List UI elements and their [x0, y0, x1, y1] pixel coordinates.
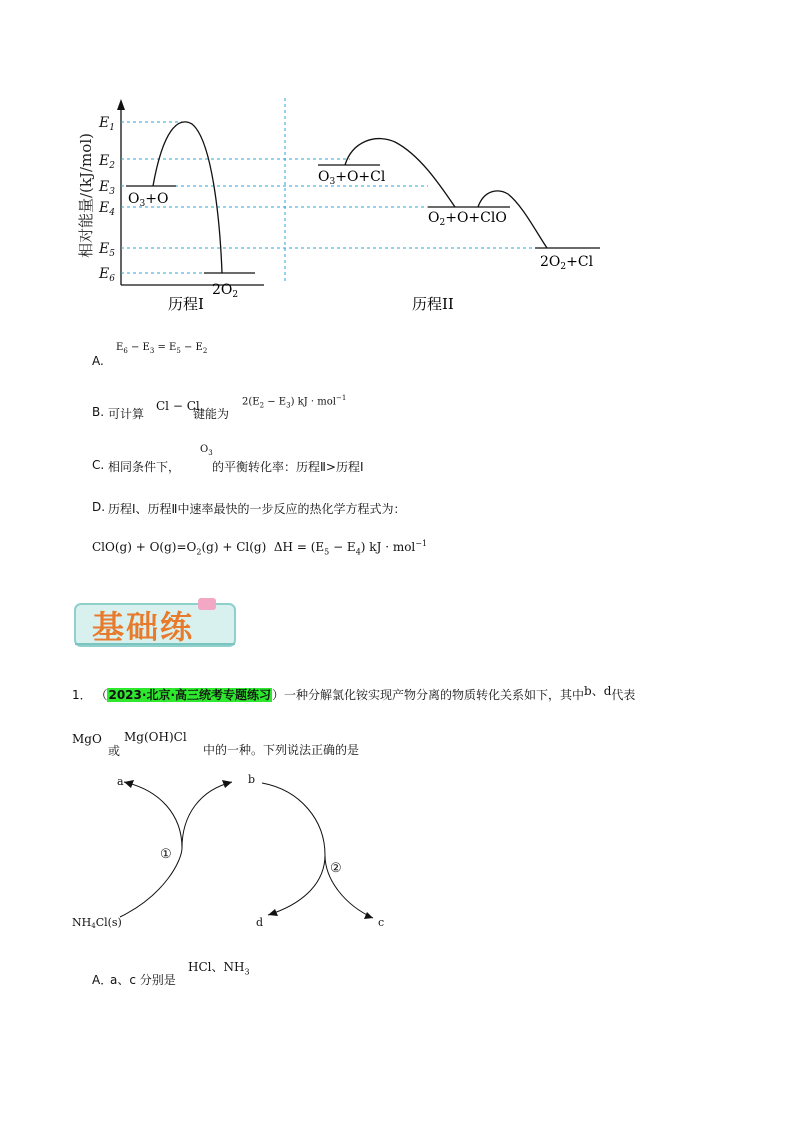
tape-decoration: [198, 598, 216, 610]
arrow-to-a: [120, 782, 182, 917]
cycle-step1: ①: [160, 847, 172, 862]
option-c-letter: C.: [92, 458, 105, 472]
species-o3-o-cl: $O_3+O+Cl$: [318, 169, 386, 187]
cycle-start: NH4Cl(s): [72, 916, 122, 930]
process1-label: 历程I: [168, 295, 204, 313]
cycle-label-b: b: [248, 773, 256, 786]
question1-text1: ）一种分解氯化铵实现产物分离的物质转化关系如下，其中: [272, 688, 585, 702]
question1-text3: 中的一种。下列说法正确的是: [203, 743, 360, 757]
arrowhead-a: [124, 780, 134, 788]
question1-number: 1．: [72, 688, 92, 702]
cycle-diagram: [60, 768, 400, 940]
arrowhead-c: [364, 912, 373, 919]
option-b-bond: Cl − Cl: [156, 399, 200, 413]
process2-label: 历程II: [412, 295, 454, 313]
cycle-label-c: c: [378, 916, 385, 929]
option-a-letter-q1: A．: [92, 973, 113, 987]
option-b-formula: $2(E_2 - E_3)$ kJ · mol$^{-1}$: [242, 394, 347, 410]
option-d-text: 历程Ⅰ、历程Ⅱ中速率最快的一步反应的热化学方程式为：: [108, 502, 406, 516]
label-e3: $E_3$: [99, 179, 115, 197]
question1-bd: b、d: [584, 684, 612, 698]
question1-line1: [72, 686, 772, 706]
cycle-label-d: d: [256, 916, 264, 929]
option-a-formula-q1: HCl、$NH_3$: [188, 960, 250, 977]
option-c-text: 的平衡转化率：历程Ⅱ>历程Ⅰ: [212, 460, 364, 474]
label-e4: $E_4$: [99, 200, 115, 218]
question1-or: 或: [108, 744, 121, 758]
cycle-step2: ②: [330, 861, 342, 876]
option-b-letter: B.: [92, 405, 105, 419]
species-o2-o-clo: $O_2+O+ClO$: [428, 210, 507, 228]
species-o3-o: $O_3+O$: [128, 191, 169, 209]
arrowhead-d: [268, 909, 278, 916]
option-a-prev: [92, 342, 392, 372]
option-d-equation: $ClO(g) + O(g)=O_2(g) + Cl(g) \Delta H = (E_5 - E_4)$ kJ · mol$^{-1}$: [92, 539, 428, 557]
option-d-prev: [92, 500, 692, 520]
y-axis-arrow: [117, 99, 125, 110]
option-b-prev: [92, 394, 492, 424]
option-d-letter: D.: [92, 500, 106, 514]
question1-line2: [72, 730, 572, 760]
question1-text2: 代表: [611, 688, 636, 702]
label-e6: $E_6$: [99, 266, 115, 284]
arrow-to-b-side: [182, 782, 232, 848]
question1-mgohcl: Mg(OH)Cl: [124, 730, 187, 744]
option-c-prev: [92, 444, 492, 476]
label-e1: $E_1$: [99, 115, 115, 133]
option-a-text-q1: a、c 分别是: [110, 973, 176, 987]
option-a-letter: A.: [92, 354, 104, 368]
label-e2: $E_2$: [99, 153, 115, 171]
banner-title: 基础练: [92, 608, 195, 646]
option-c-prefix: 相同条件下，: [108, 460, 181, 474]
arrowhead-b-side: [222, 780, 232, 788]
label-e5: $E_5$: [99, 241, 115, 259]
y-axis-title: 相对能量/(kJ/mol): [77, 133, 95, 258]
option-c-sub: $O_3$: [200, 444, 213, 457]
species-2o2: $2O_2$: [212, 282, 239, 300]
species-2o2-cl: $2O_2+Cl$: [540, 254, 594, 272]
option-a-formula: $E_6 - E_3 = E_5 - E_2$: [116, 342, 208, 355]
question1-open-paren: （: [95, 688, 108, 702]
arrow-to-d: [262, 783, 325, 915]
energy-diagram: [60, 90, 620, 320]
question1-source[interactable]: 2023·北京·高三统考专题练习: [108, 688, 272, 702]
question1-option-a: [92, 956, 392, 986]
question1-mgo: MgO: [72, 732, 102, 746]
cycle-label-a: a: [117, 775, 124, 788]
option-b-mid: 键能为: [193, 407, 230, 421]
option-b-prefix: 可计算: [108, 407, 145, 421]
